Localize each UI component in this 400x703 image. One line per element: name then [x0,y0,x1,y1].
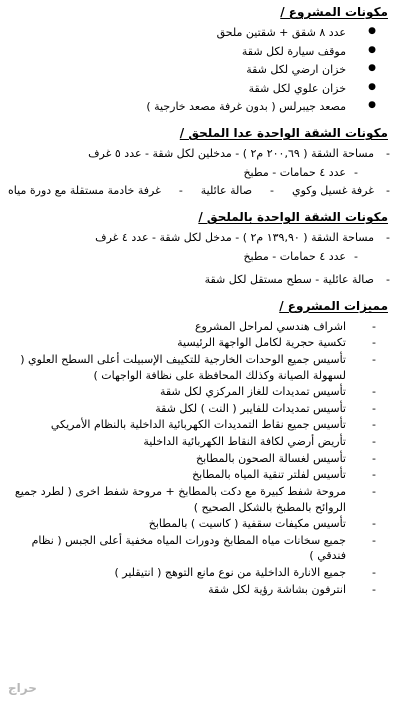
list-item: - مروحة شفط كبيرة مع دكت بالمطابخ + مروحة شفط اخرى ( لطرد جميع الروائح بالمطبخ بالشكل الصحيح ) [8,484,346,515]
watermark-logo: حراج [8,680,37,695]
list-item: - تأسيس جميع الوحدات الخارجية للتكييف الإسبيلت أعلى السطح العلوي ( لسهولة الصيانة وكذلك المحافظة على نظافة الواجهات ) [8,352,346,383]
annex-line: - صالة عائلية - سطح مستقل لكل شقة [204,273,390,287]
annex-line-text: مساحة الشقة ( ١٣٩,٩٠ م٢ ) - مدخل لكل شقة - عدد ٤ غرف [95,230,374,244]
apartment-line-text: غرفة خادمة مستقلة مع دورة مياه [8,184,161,198]
list-item: ● خزان علوي لكل شقة [8,81,346,97]
list-item: - تأسيس لفلتر تنقية المياه بالمطابخ [8,467,346,483]
annex-line-text: عدد ٤ حمامات - مطبخ [243,249,346,263]
list-item: - جميع سخانات مياه المطابخ ودورات المياه مخفية أعلى الجبس ( نظام فندقي ) [8,533,346,564]
features-heading: مميزات المشروع / [279,298,388,313]
apartment-heading: مكونات الشقة الواحدة عدا الملحق / [179,126,388,141]
list-item: - تأريض أرضي لكافة النقاط الكهربائية الداخلية [8,434,346,450]
list-item: - تأسيس لغسالة الصحون بالمطابخ [8,451,346,467]
list-item: ● عدد ٨ شقق + شقتين ملحق [8,25,346,41]
apartment-line-text: صالة عائلية [200,184,253,198]
annex-section [8,209,392,288]
list-item: - تكسية حجرية لكامل الواجهة الرئيسية [8,335,346,351]
apartment-line-text: غرفة غسيل وكوي [291,184,374,198]
apartment-line: - مساحة الشقة ( ٢٠٠,٦٩ م٢ ) - مدخلين لكل شقة - عدد ٥ غرف [88,147,390,161]
annex-heading: مكونات الشقة الواحدة بالملحق / [198,209,388,224]
document [8,4,392,607]
apartment-line: - غرفة غسيل وكوي - صالة عائلية - غرفة خادمة مستقلة مع دورة مياه [8,184,390,198]
list-item: - اشراف هندسي لمراحل المشروع [8,319,346,335]
apartment-line-text: عدد ٤ حمامات - مطبخ [243,165,346,179]
features-section [8,298,392,597]
list-item: - جميع الانارة الداخلية من نوع مانع التوهج ( انتيقلير ) [8,565,346,581]
list-item: - تأسيس تمديدات للغاز المركزي لكل شقة [8,384,346,400]
annex-line: - عدد ٤ حمامات - مطبخ [243,249,358,263]
apartment-line: - عدد ٤ حمامات - مطبخ [243,165,358,179]
annex-line-text: صالة عائلية - سطح مستقل لكل شقة [204,273,374,287]
list-item: ● خزان ارضي لكل شقة [8,62,346,78]
apartment-section [8,125,392,199]
features-list [8,319,392,597]
list-item: - تأسيس تمديدات للفايبر ( النت ) لكل شقة [8,401,346,417]
list-item: ● مصعد جيبرلس ( بدون غرفة مصعد خارجية ) [8,99,346,115]
project-components-heading: مكونات المشروع / [280,5,388,19]
apartment-line-text: مساحة الشقة ( ٢٠٠,٦٩ م٢ ) - مدخلين لكل شقة - عدد ٥ غرف [88,147,374,161]
project-components-list [8,25,392,115]
list-item: ● موقف سيارة لكل شقة [8,44,346,60]
list-item: - انترفون بشاشة رؤية لكل شقة [8,582,346,598]
project-components-section [8,4,392,115]
annex-line: - مساحة الشقة ( ١٣٩,٩٠ م٢ ) - مدخل لكل شقة - عدد ٤ غرف [95,230,390,244]
list-item: - تأسيس مكيفات سقفية ( كاسيت ) بالمطابخ [8,516,346,532]
list-item: - تأسيس جميع نقاط التمديدات الكهربائية الداخلية بالنظام الأمريكي [8,417,346,433]
